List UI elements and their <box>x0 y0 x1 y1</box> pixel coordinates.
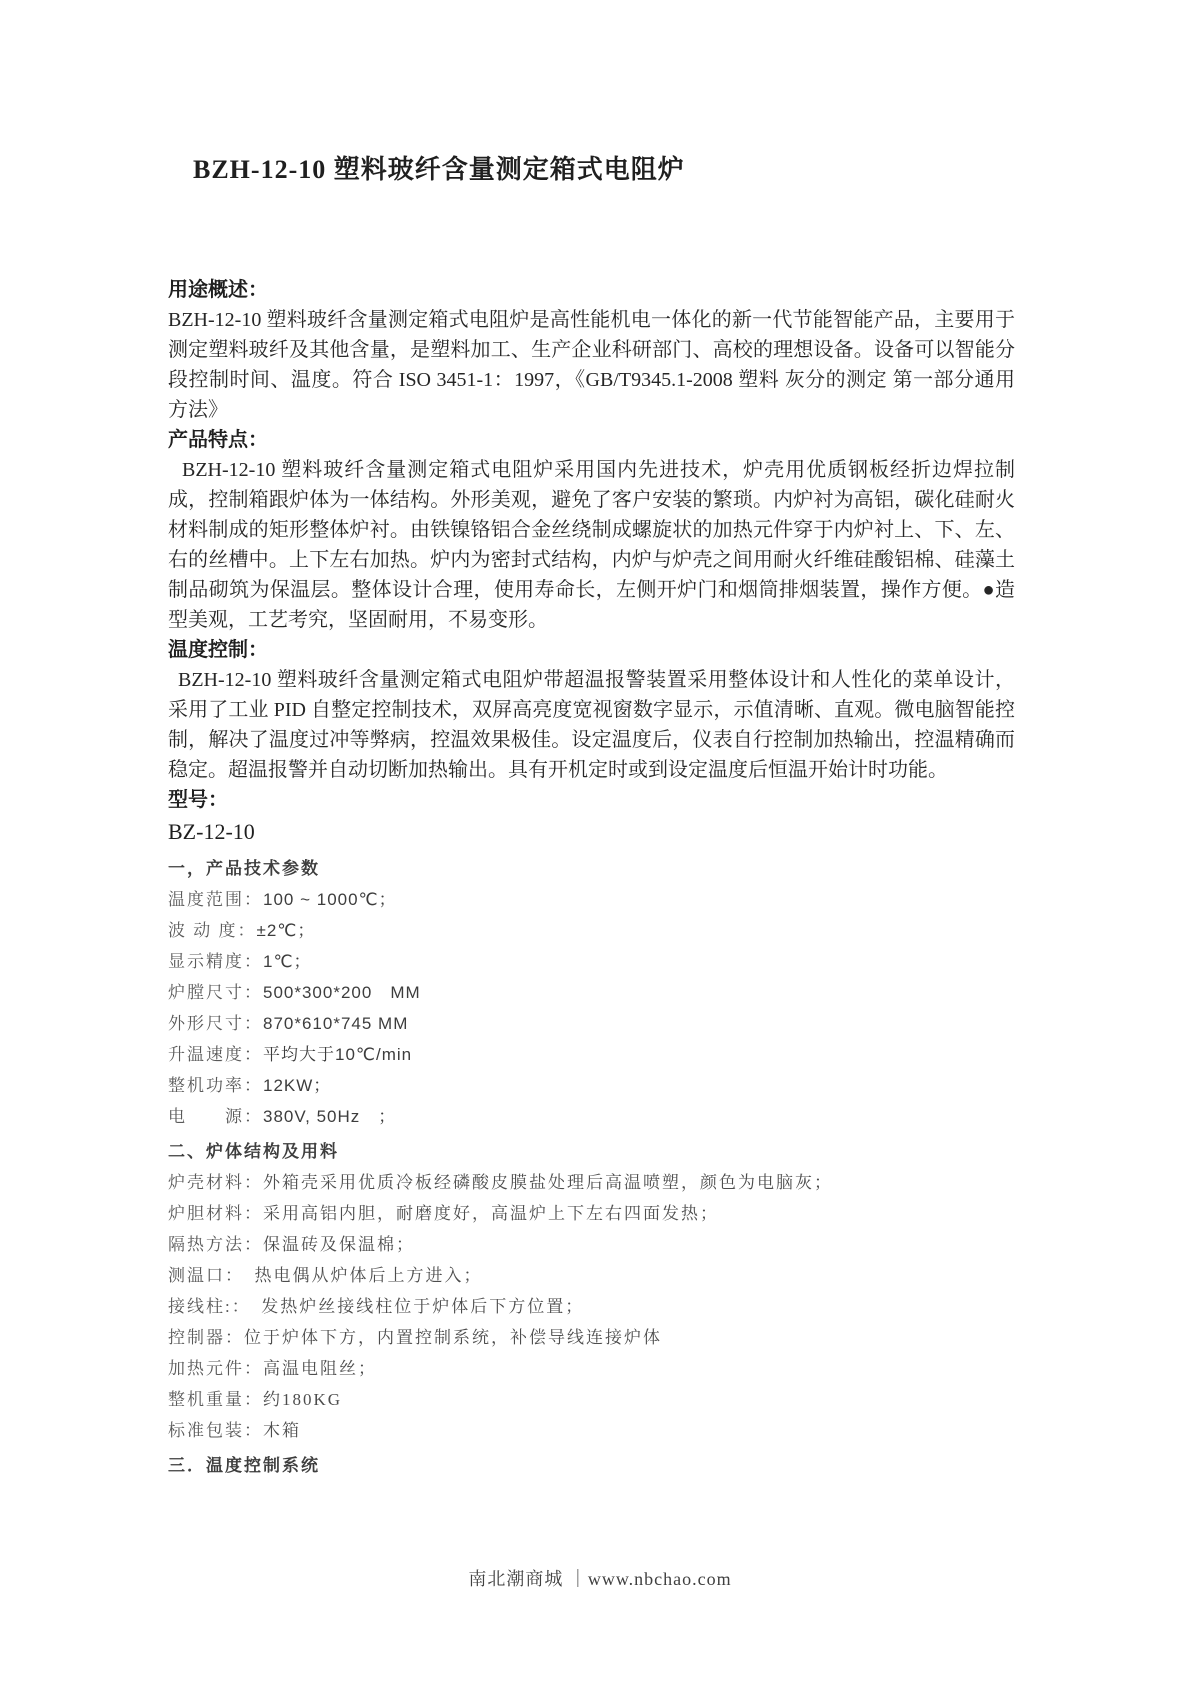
features-paragraph: BZH-12-10 塑料玻纤含量测定箱式电阻炉采用国内先进技术，炉壳用优质钢板经折边焊拉制成，控制箱跟炉体为一体结构。外形美观，避免了客户安装的繁琐。内炉衬为高铝，碳化硅耐火材料制成的矩形整体炉衬。由铁镍铬铝合金丝绕制成螺旋状的加热元件穿于内炉衬上、下、左、右的丝槽中。上下左右加热。炉内为密封式结构，内炉与炉壳之间用耐火纤维硅酸铝棉、硅藻土制品砌筑为保温层。整体设计合理，使用寿命长，左侧开炉门和烟筒排烟装置，操作方便。●造型美观，工艺考究，坚固耐用，不易变形。 <box>168 459 1015 631</box>
tech-param-row <box>168 915 1015 946</box>
temp-system-heading: 三．温度控制系统 <box>168 1456 320 1475</box>
tech-param-row <box>168 884 1015 915</box>
tech-params-heading: 一，产品技术参数 <box>168 859 320 878</box>
param-label: 外形尺寸： <box>168 1014 263 1033</box>
param-label: 显示精度： <box>168 952 263 971</box>
param-value: 380V, 50Hz ； <box>263 1107 397 1126</box>
param-value: ±2℃； <box>256 921 316 940</box>
tech-param-row <box>168 946 1015 977</box>
param-label: 炉膛尺寸： <box>168 983 263 1002</box>
structure-label: 接线柱:： <box>168 1297 262 1316</box>
param-label: 波 动 度： <box>168 921 257 940</box>
tech-param-row <box>168 1039 1015 1070</box>
structure-value: 保温砖及保温棉； <box>263 1235 415 1254</box>
structure-row <box>168 1291 1015 1322</box>
temp-control-paragraph: BZH-12-10 塑料玻纤含量测定箱式电阻炉带超温报警装置采用整体设计和人性化的菜单设计，采用了工业 PID 自整定控制技术，双屏高亮度宽视窗数字显示，示值清晰、直观。微电脑智能控制，解决了温度过冲等弊病，控温效果极佳。设定温度后，仪表自行控制加热输出，控温精确而稳定。超温报警并自动切断加热输出。具有开机定时或到设定温度后恒温开始计时功能。 <box>168 669 1015 781</box>
param-label: 整机功率： <box>168 1076 263 1095</box>
structure-label: 炉壳材料： <box>168 1173 263 1192</box>
structure-label: 测温口： <box>168 1266 255 1285</box>
structure-label: 标准包装： <box>168 1421 263 1440</box>
model-value: BZ-12-10 <box>168 819 255 844</box>
param-value: 100 ~ 1000℃； <box>263 890 397 909</box>
structure-value: 热电偶从炉体后上方进入； <box>254 1266 483 1285</box>
structure-label: 隔热方法： <box>168 1235 263 1254</box>
param-value: 500*300*200 MM <box>263 983 421 1002</box>
structure-row <box>168 1384 1015 1415</box>
tech-param-row <box>168 1101 1015 1132</box>
structure-row <box>168 1322 1015 1353</box>
param-label: 电 源： <box>168 1107 263 1126</box>
structure-row <box>168 1198 1015 1229</box>
temp-control-heading: 温度控制： <box>168 639 268 661</box>
structure-value: 木箱 <box>263 1421 301 1440</box>
structure-label: 炉胆材料： <box>168 1204 263 1223</box>
footer-site-credit: 南北潮商城 ｜www.nbchao.com <box>468 1569 732 1589</box>
tech-param-row <box>168 1008 1015 1039</box>
structure-label: 加热元件： <box>168 1359 263 1378</box>
structure-row <box>168 1229 1015 1260</box>
tech-params-list <box>168 884 1015 1132</box>
tech-param-row <box>168 1070 1015 1101</box>
structure-value: 约180KG <box>263 1390 343 1409</box>
structure-heading: 二、炉体结构及用料 <box>168 1142 339 1161</box>
param-label: 升温速度： <box>168 1045 263 1064</box>
structure-value: 外箱壳采用优质冷板经磷酸皮膜盐处理后高温喷塑，颜色为电脑灰； <box>263 1173 833 1192</box>
model-heading: 型号： <box>168 789 228 811</box>
param-value: 870*610*745 MM <box>263 1014 409 1033</box>
features-heading: 产品特点： <box>168 429 268 451</box>
structure-row <box>168 1353 1015 1384</box>
structure-value: 发热炉丝接线柱位于炉体后下方位置； <box>261 1297 585 1316</box>
structure-label: 整机重量： <box>168 1390 263 1409</box>
param-value: 1℃； <box>263 952 312 971</box>
param-value: 12KW； <box>263 1076 332 1095</box>
usage-heading: 用途概述： <box>168 279 268 301</box>
structure-row <box>168 1415 1015 1446</box>
structure-row <box>168 1167 1015 1198</box>
tech-param-row <box>168 977 1015 1008</box>
structure-row <box>168 1260 1015 1291</box>
param-value: 平均大于10℃/min <box>263 1045 413 1064</box>
structure-label: 控制器： <box>168 1328 244 1347</box>
structure-value: 位于炉体下方，内置控制系统，补偿导线连接炉体 <box>244 1328 662 1347</box>
structure-value: 高温电阻丝； <box>263 1359 377 1378</box>
structure-value: 采用高铝内胆，耐磨度好，高温炉上下左右四面发热； <box>263 1204 719 1223</box>
param-label: 温度范围： <box>168 890 263 909</box>
usage-paragraph: BZH-12-10 塑料玻纤含量测定箱式电阻炉是高性能机电一体化的新一代节能智能产品，主要用于测定塑料玻纤及其他含量，是塑料加工、生产企业科研部门、高校的理想设备。设备可以智能分段控制时间、温度。符合 ISO 3451-1：1997，《GB/T9345.1-2008 塑料 灰分的测定 第一部分通用方法》 <box>168 309 1015 421</box>
structure-list <box>168 1167 1015 1446</box>
page-title: BZH-12-10 塑料玻纤含量测定箱式电阻炉 <box>193 155 685 184</box>
